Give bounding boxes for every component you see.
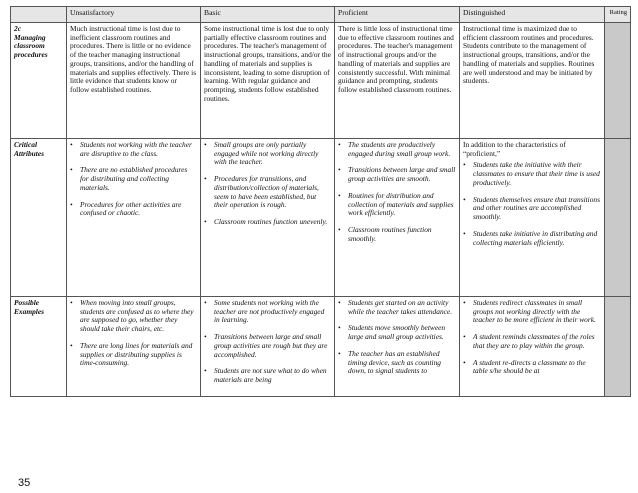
examples-unsatisfactory: [67, 297, 201, 397]
bullet-text: Students not working with the teacher are disruptive to the class.: [80, 140, 192, 158]
bullet-text: The students are productively engaged during small group work.: [348, 140, 451, 158]
bullet-text: Classroom routines function unevenly.: [214, 217, 328, 227]
bullet-text: Routines for distribution and collection of materials and supplies work efficiently.: [348, 190, 454, 218]
bullet-item: [70, 342, 197, 368]
bullet-text: Students move smoothly between large and small group activities.: [348, 323, 446, 342]
header-unsatisfactory: Unsatisfactory: [67, 7, 201, 23]
examples-proficient: [335, 297, 460, 397]
row-label-critical: Critical Attributes: [11, 139, 67, 297]
bullet-icon: •: [70, 165, 73, 175]
header-blank: [11, 7, 67, 23]
distinguished-intro: In addition to the characteristics of “proficient,”: [463, 140, 566, 158]
bullet-item: [463, 161, 601, 187]
component-row: [11, 23, 631, 139]
bullet-item: [338, 350, 456, 376]
bullet-item: [70, 166, 197, 192]
bullet-item: [463, 333, 601, 350]
component-proficient: There is little loss of instructional time due to effective classroom routines and procedures. The teacher's management of instructional groups and/or the handling of materials and supplies are consistently successful. With minimal guidance and prompting, students follow established classroom routines.: [335, 23, 460, 139]
critical-unsatisfactory: [67, 139, 201, 297]
bullet-item: [204, 141, 331, 167]
critical-basic: [201, 139, 335, 297]
bullet-text: A student reminds classmates of the roles that they are to play within the group.: [473, 332, 595, 350]
page-number: 35: [18, 477, 31, 489]
bullet-item: [338, 141, 456, 158]
bullet-icon: •: [463, 228, 466, 238]
bullet-text: Transitions between large and small group activities are rough but they are accomplished.: [214, 332, 328, 359]
bullet-item: [338, 324, 456, 341]
rating-cell-examples[interactable]: [605, 297, 631, 397]
component-basic: Some instructional time is lost due to only partially effective classroom routines and procedures. The teacher's management of instructional groups, transitions, and/or the handling of materials and supplies is inconsistent, leading to some disruption of learning. With regular guidance and prompting, students follow established routines.: [201, 23, 335, 139]
bullet-icon: •: [70, 140, 73, 149]
bullet-icon: •: [204, 217, 207, 227]
header-rating: Rating: [605, 7, 631, 23]
bullet-icon: •: [204, 332, 207, 342]
bullet-icon: •: [463, 332, 466, 342]
bullet-icon: •: [70, 199, 73, 209]
bullet-text: Students take the initiative with their classmates to ensure that their time is used productively.: [473, 160, 600, 187]
bullet-text: Procedures for other activities are confused or chaotic.: [80, 199, 182, 218]
bullet-icon: •: [204, 140, 207, 149]
bullet-item: [204, 299, 331, 325]
bullet-item: [463, 196, 601, 222]
row-label-examples: Possible Examples: [11, 297, 67, 397]
component-unsatisfactory: Much instructional time is lost due to inefficient classroom routines and procedures. There is little or no evidence of the teacher managing instructional groups, transitions, and/or the handling of materials and supplies effectively. There is little evidence that students know or follow established routines.: [67, 23, 201, 139]
examples-distinguished: [460, 297, 605, 397]
header-proficient: Proficient: [335, 7, 460, 23]
bullet-text: Students take initiative in distributing and collecting materials efficiently.: [473, 228, 598, 247]
header-basic: Basic: [201, 7, 335, 23]
bullet-text: Students themselves ensure that transitions and other routines are accomplished smoothly.: [473, 194, 600, 222]
bullet-icon: •: [463, 160, 466, 170]
component-distinguished: Instructional time is maximized due to efficient classroom routines and procedures. Students contribute to the management of instructional groups, transitions, and/or the handling of materials and supplies. Routines are well understood and may be initiated by students.: [460, 23, 605, 139]
bullet-text: The teacher has an established timing device, such as counting down, to signal students to: [348, 348, 441, 376]
bullet-icon: •: [463, 194, 466, 204]
bullet-icon: •: [204, 298, 207, 307]
bullet-icon: •: [338, 190, 341, 200]
bullet-text: Transitions between large and small group activities are smooth.: [348, 165, 456, 184]
bullet-item: [338, 226, 456, 243]
bullet-text: A student re-directs a classmate to the table s/he should be at: [473, 357, 586, 376]
bullet-text: Procedures for transitions, and distribution/collection of materials, seem to have been established, but their operation is rough.: [214, 174, 319, 210]
bullet-text: There are long lines for materials and supplies or distributing supplies is time-consuming.: [80, 340, 193, 368]
bullet-item: [70, 201, 197, 218]
bullet-item: [204, 175, 331, 210]
examples-basic: [201, 297, 335, 397]
bullet-icon: •: [338, 225, 341, 235]
bullet-item: [463, 230, 601, 247]
critical-proficient: [335, 139, 460, 297]
bullet-item: [463, 359, 601, 376]
bullet-text: Small groups are only partially engaged while not working directly with the teacher.: [214, 140, 319, 167]
bullet-text: When moving into small groups, students are confused as to where they are supposed to go, whether they should take their chairs, etc.: [80, 298, 194, 334]
bullet-item: [204, 218, 331, 227]
bullet-item: [338, 299, 456, 316]
bullet-icon: •: [338, 165, 341, 175]
critical-attributes-row: [11, 139, 631, 297]
bullet-icon: •: [338, 298, 341, 307]
critical-distinguished: [460, 139, 605, 297]
possible-examples-row: [11, 297, 631, 397]
bullet-item: [204, 367, 331, 384]
bullet-text: Classroom routines function smoothly.: [348, 225, 432, 243]
bullet-icon: •: [463, 298, 466, 307]
header-distinguished: Distinguished: [460, 7, 605, 23]
row-label-component: 2c Managing classroom procedures: [11, 23, 67, 139]
bullet-icon: •: [70, 340, 73, 350]
bullet-item: [338, 192, 456, 218]
bullet-item: [463, 299, 601, 325]
bullet-item: [338, 166, 456, 183]
bullet-icon: •: [204, 174, 207, 184]
bullet-text: Students are not sure what to do when materials are being: [214, 366, 327, 385]
bullet-text: There are no established procedures for distributing and collecting materials.: [80, 165, 188, 192]
bullet-item: [70, 299, 197, 334]
bullet-text: Students redirect classmates in small groups not working directly with the teacher to be more efficient in their work.: [473, 298, 596, 325]
bullet-icon: •: [70, 298, 73, 307]
bullet-item: [70, 141, 197, 158]
bullet-text: Some students not working with the teacher are not productively engaged in learning.: [214, 298, 325, 325]
rating-cell-critical[interactable]: [605, 139, 631, 297]
bullet-icon: •: [463, 357, 466, 367]
header-row: [11, 7, 631, 23]
bullet-item: [204, 333, 331, 359]
bullet-icon: •: [338, 348, 341, 358]
rubric-table: [10, 6, 631, 397]
bullet-icon: •: [338, 140, 341, 149]
bullet-text: Students get started on an activity while the teacher takes attendance.: [348, 298, 453, 316]
bullet-icon: •: [204, 366, 207, 376]
bullet-icon: •: [338, 323, 341, 333]
rating-cell-component[interactable]: [605, 23, 631, 139]
